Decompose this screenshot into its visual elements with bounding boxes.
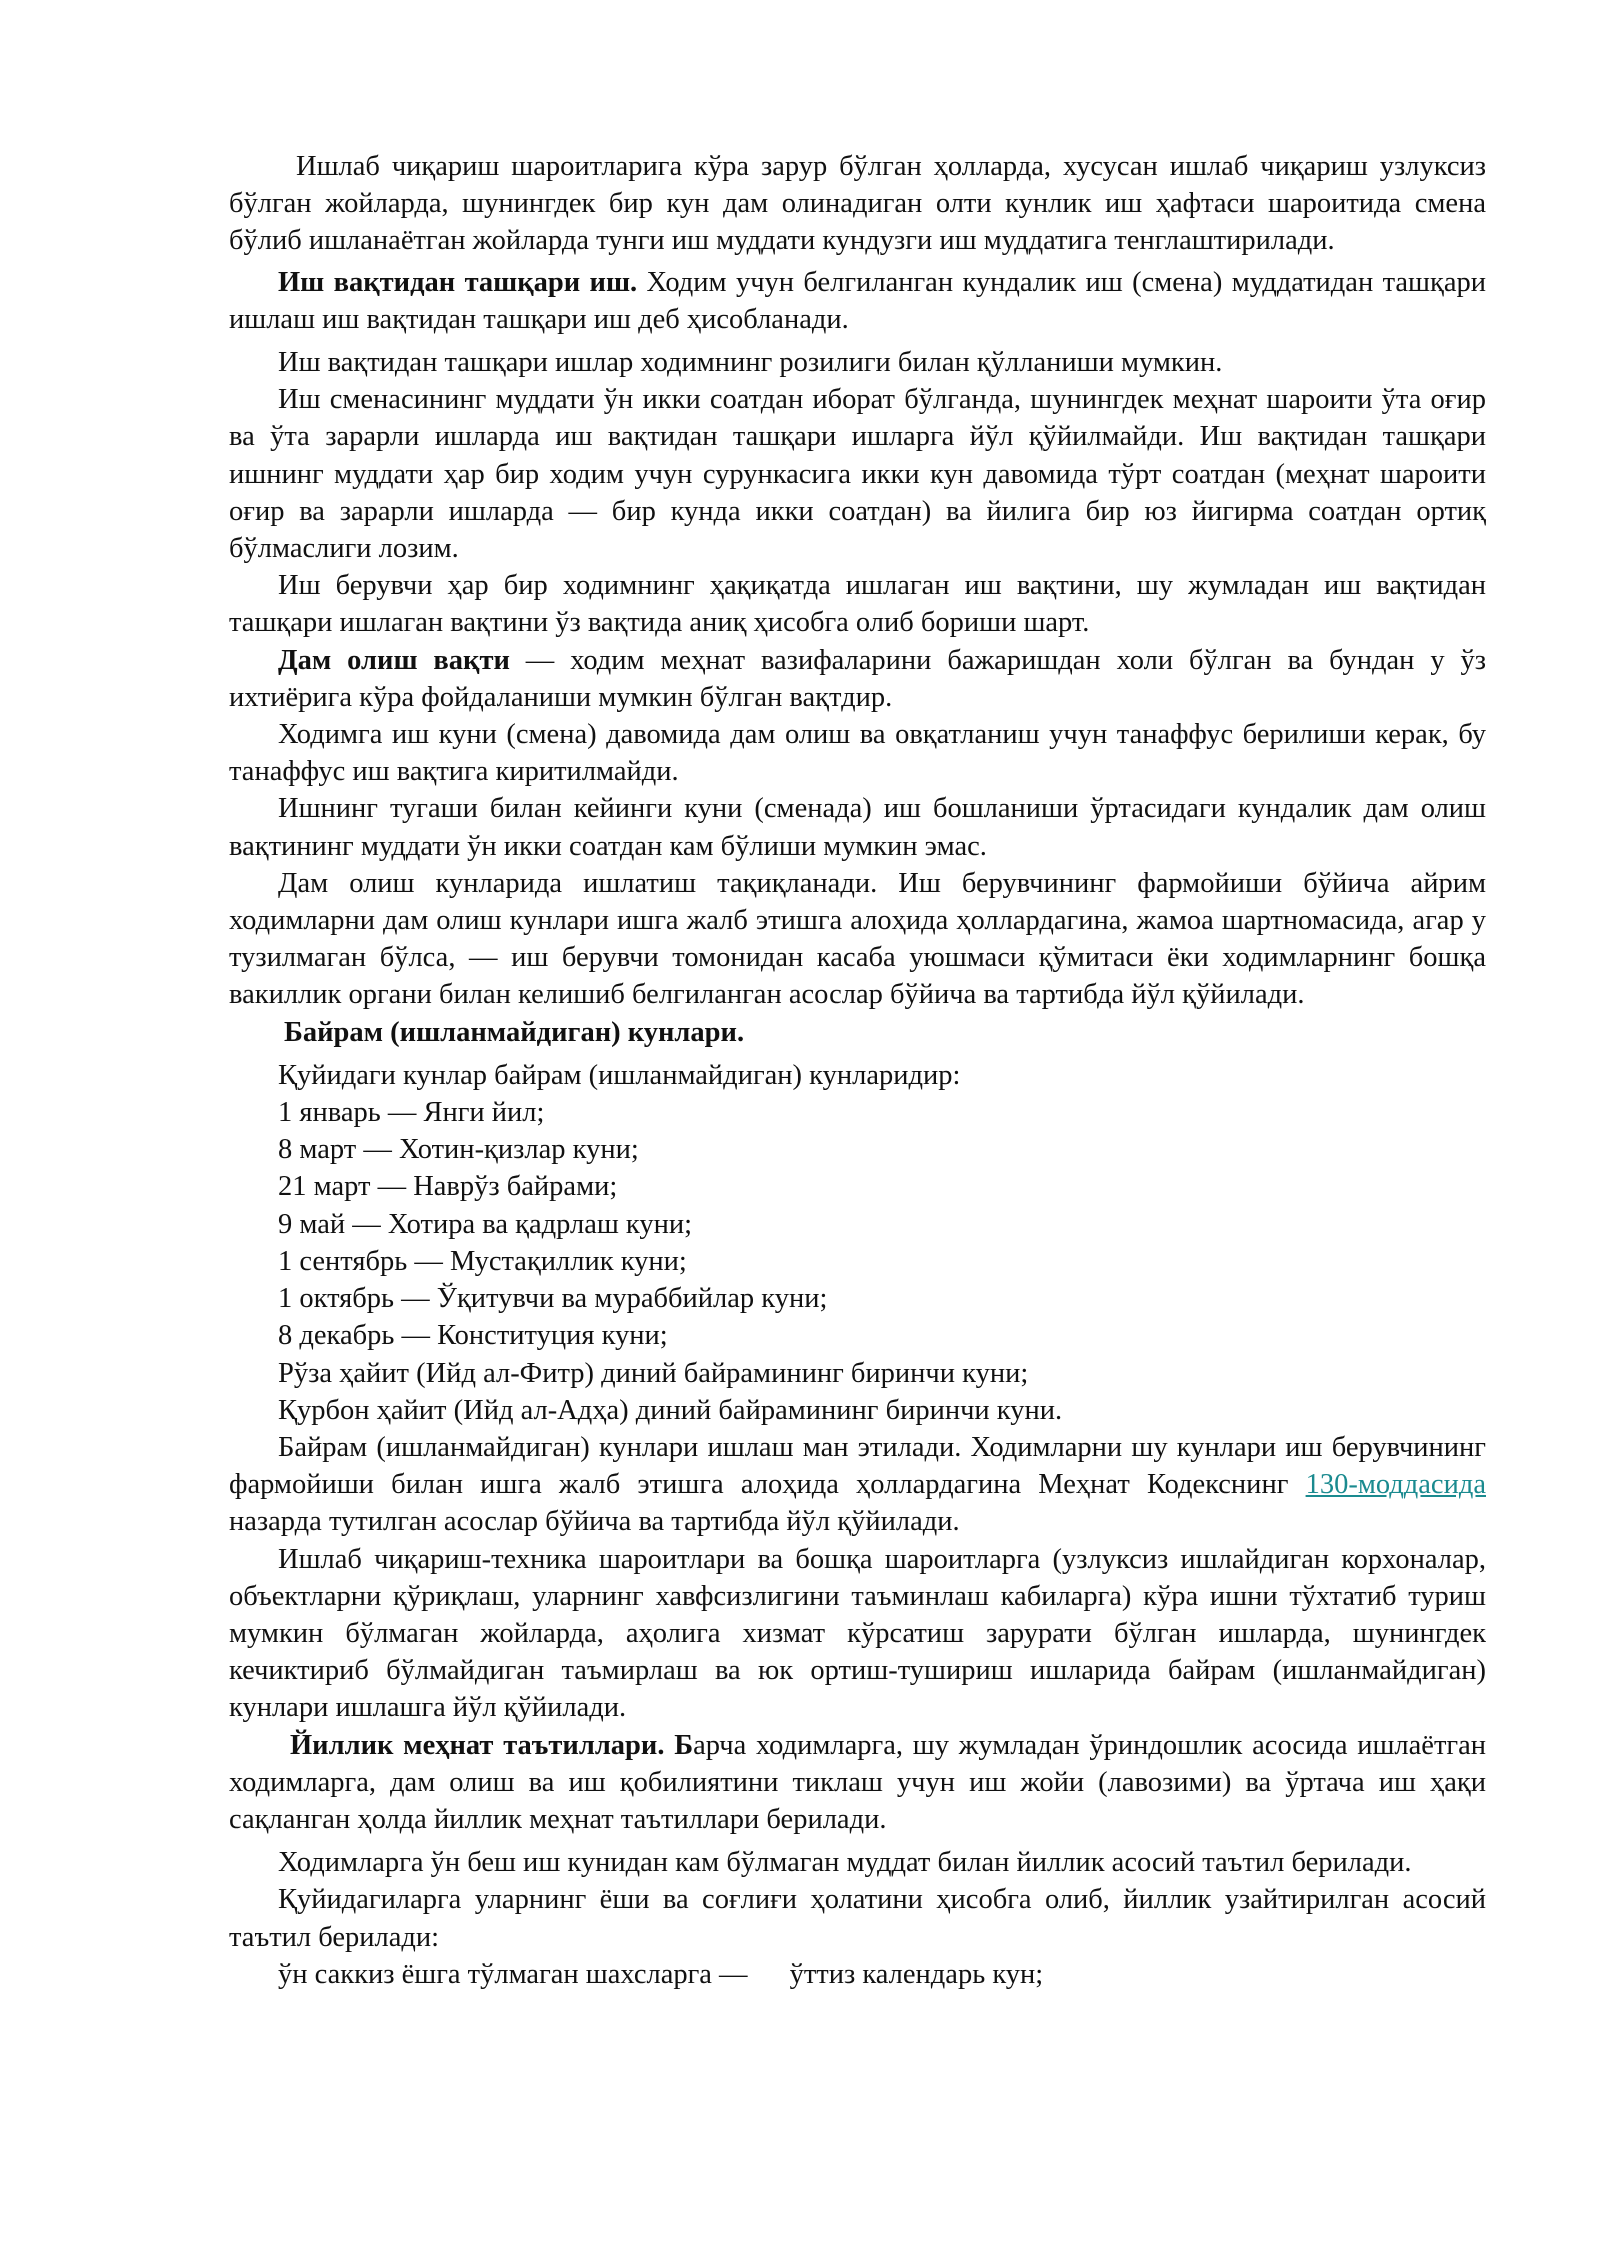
article-130-link[interactable]: 130-моддасида bbox=[1305, 1469, 1486, 1501]
holiday-item: Рўза ҳайит (Ийд ал-Фитр) диний байрамининг биринчи куни; bbox=[278, 1357, 1029, 1389]
paragraph-daily-rest: Ишнинг тугаши билан кейинги куни (сменада) иш бошланиши ўртасидаги кундалик дам олиш вақтининг муддати ўн икки соатдан кам бўлиши мумкин эмас. bbox=[229, 793, 1486, 862]
paragraph-rest-time-text: — ходим меҳнат вазифаларини бажаришдан холи бўлган ва бундан у ўз ихтиёрига кўра фойдаланиши мумкин бўлган вақтдир. bbox=[229, 644, 1486, 713]
holiday-item: 9 май — Хотира ва қадрлаш куни; bbox=[278, 1208, 693, 1240]
holiday-item: 8 декабрь — Конституция куни; bbox=[278, 1320, 668, 1352]
holiday-item: Қурбон ҳайит (Ийд ал-Адҳа) диний байрамининг биринчи куни. bbox=[278, 1394, 1063, 1426]
paragraph-overtime-definition bbox=[229, 264, 1486, 338]
paragraph-annual-leave-text: арча ходимларга, шу жумладан ўриндошлик асосида ишлаётган ходимларга, дам олиш ва иш қобилиятини тиклаш учун иш жойи (лавозими) ва ўртача иш ҳақи сақланган ҳолда йиллик меҳнат таътиллари берилади. bbox=[229, 1729, 1486, 1835]
paragraph-overtime-consent: Иш вақтидан ташқари ишлар ходимнинг розилиги билан қўлланиши мумкин. bbox=[278, 347, 1223, 379]
paragraph-minors-leave: ўн саккиз ёшга тўлмаган шахсларга — ўттиз календарь кун; bbox=[278, 1958, 1044, 1990]
paragraph-breaks: Ходимга иш куни (смена) давомида дам олиш ва овқатланиш учун танаффус берилиши керак, бу танаффус иш вақтига киритилмайди. bbox=[229, 719, 1486, 788]
paragraph-rest-time bbox=[229, 642, 1486, 716]
paragraph-time-accounting: Иш берувчи ҳар бир ходимнинг ҳақиқатда ишлаган иш вақтини, шу жумладан иш вақтидан ташқари ишлаган вақтини ўз вақтида аниқ ҳисобга олиб бориши шарт. bbox=[229, 570, 1486, 639]
paragraph-holiday-work-exceptions: Ишлаб чиқариш-техника шароитлари ва бошқа шароитларга (узлуксиз ишлайдиган корхоналар, объектларни қўриқлаш, уларнинг хавфсизлигини таъминлаш кабиларга) кўра ишни тўхтатиб туриш мумкин бўлмаган жойларда, аҳолига хизмат кўрсатиш зарурати бўлган ишларда, шунингдек кечиктириб бўлмайдиган таъмирлаш ва юк ортиш-тушириш ишларида байрам (ишланмайдиган) кунлари ишлашга йўл қўйилади. bbox=[229, 1543, 1486, 1724]
paragraph-basic-leave: Ходимларга ўн беш иш кунидан кам бўлмаган муддат билан йиллик асосий таътил берилади. bbox=[278, 1847, 1412, 1879]
holiday-item: 1 январь — Янги йил; bbox=[278, 1097, 545, 1129]
holiday-item: 8 март — Хотин-қизлар куни; bbox=[278, 1134, 639, 1166]
holidays-intro: Қуйидаги кунлар байрам (ишланмайдиган) кунларидир: bbox=[278, 1059, 961, 1091]
holiday-item: 1 сентябрь — Мустақиллик куни; bbox=[278, 1245, 687, 1277]
paragraph-rest-days: Дам олиш кунларида ишлатиш тақиқланади. Иш берувчининг фармойиши бўйича айрим ходимларни дам олиш кунлари ишга жалб этишга алоҳида ҳоллардагина, жамоа шартномасида, агар у тузилмаган бўлса, — иш берувчи томонидан касаба уюшмаси қўмитаси ёки ходимларнинг бошқа вакиллик органи билан келишиб белгиланган асослар бўйича ва тартибда йўл қўйилади. bbox=[229, 867, 1486, 1011]
heading-rest-time: Дам олиш вақти bbox=[278, 644, 510, 676]
heading-annual-leave: Йиллик меҳнат таътиллари. Б bbox=[290, 1729, 694, 1761]
paragraph-annual-leave bbox=[229, 1727, 1486, 1839]
paragraph-overtime-text: Ходим учун белгиланган кундалик иш (смена) муддатидан ташқари ишлаш иш вақтидан ташқари иш деб ҳисобланади. bbox=[229, 266, 1486, 335]
heading-overtime: Иш вақтидан ташқари иш. bbox=[278, 266, 638, 298]
holiday-item: 21 март — Наврўз байрами; bbox=[278, 1171, 618, 1203]
heading-holidays: Байрам (ишланмайдиган) кунлари. bbox=[284, 1016, 745, 1048]
paragraph-extended-leave: Қуйидагиларга уларнинг ёши ва соғлиғи ҳолатини ҳисобга олиб, йиллик узайтирилган асосий таътил берилади: bbox=[229, 1884, 1486, 1953]
holiday-item: 1 октябрь — Ўқитувчи ва мураббийлар куни; bbox=[278, 1283, 828, 1315]
paragraph-holiday-work-ban: Байрам (ишланмайдиган) кунлари ишлаш ман этилади. Ходимларни шу кунлари иш берувчининг фармойиши билан ишга жалб этишга алоҳида ҳоллардагина Меҳнат Кодекснинг 130-моддасида назарда тутилган асослар бўйича ва тартибда йўл қўйилади. bbox=[229, 1431, 1486, 1538]
document-page bbox=[229, 148, 1486, 1993]
paragraph-night-work: Ишлаб чиқариш шароитларига кўра зарур бўлган ҳолларда, хусусан ишлаб чиқариш узлуксиз бўлган жойларда, шунингдек бир кун дам олинадиган олти кунлик иш ҳафтаси шароитида смена бўлиб ишланаётган жойларда тунги иш муддати кундузги иш муддатига тенглаштирилади. bbox=[229, 151, 1486, 257]
paragraph-overtime-limits: Иш сменасининг муддати ўн икки соатдан иборат бўлганда, шунингдек меҳнат шароити ўта оғир ва ўта зарарли ишларда иш вақтидан ташқари ишларга йўл қўйилмайди. Иш вақтидан ташқари ишнинг муддати ҳар бир ходим учун сурункасига икки кун давомида тўрт соатдан (меҳнат шароити оғир ва зарарли ишларда — бир кунда икки соатдан) ва йилига бир юз йигирма соатдан ортиқ бўлмаслиги лозим. bbox=[229, 384, 1486, 565]
